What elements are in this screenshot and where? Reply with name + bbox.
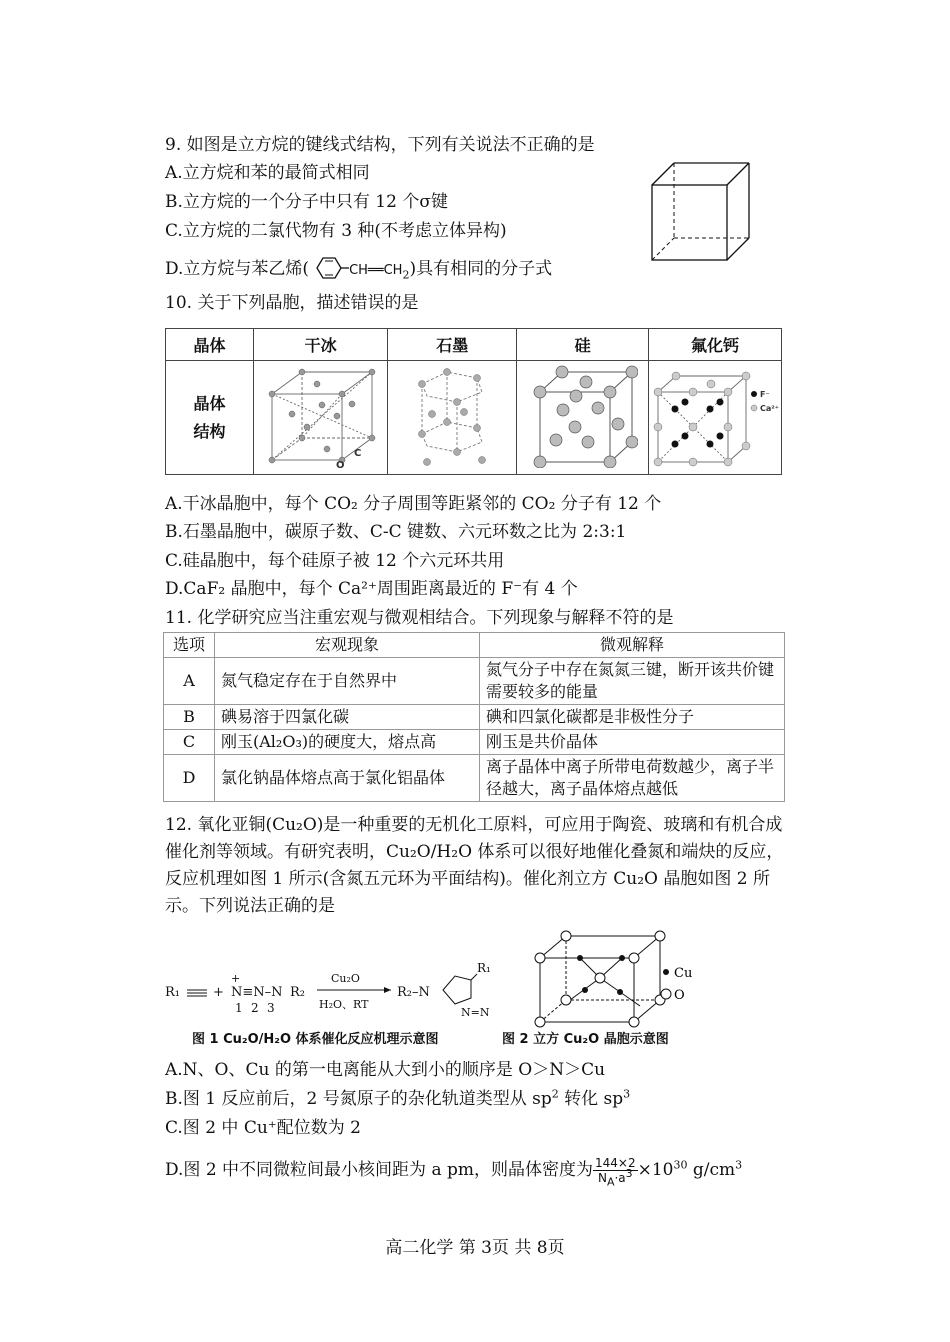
table-row — [164, 705, 785, 730]
caf2-legend-ca: Ca²⁺ — [760, 403, 779, 413]
fig1-reaction-scheme — [165, 952, 515, 1024]
density-numerator: 144×2 — [595, 1156, 636, 1170]
q11-row-d-micro: 离子晶体中离子所带电荷数越少，离子半径越大，离子晶体熔点越低 — [480, 755, 785, 802]
q10-option-a: A.干冰晶胞中，每个 CO₂ 分子周围等距紧邻的 CO₂ 分子有 12 个 — [165, 494, 662, 514]
fig1-product-left: R₂–N — [397, 985, 430, 1000]
q9-stem: 9. 如图是立方烷的键线式结构，下列有关说法不正确的是 — [165, 135, 595, 155]
q12-option-d-text: D.图 2 中不同微粒间最小核间距为 a pm，则晶体密度为 — [165, 1160, 593, 1180]
q10-header-graphite: 石墨 — [388, 329, 517, 361]
q11-row-c-micro: 刚玉是共价晶体 — [480, 730, 785, 755]
page-footer: 高二化学 第 3页 共 8页 — [385, 1238, 565, 1258]
q12-option-b-text: B.图 1 反应前后，2 号氮原子的杂化轨道类型从 sp — [165, 1089, 552, 1109]
q10-header-silicon: 硅 — [517, 329, 649, 361]
fig1-product-r1: R₁ — [477, 961, 491, 975]
q11-row-b-option: B — [164, 705, 215, 730]
q10-row-label — [166, 361, 254, 475]
q11-header-option: 选项 — [164, 633, 215, 658]
ca-ion-legend-icon — [751, 405, 757, 411]
fig2-cu2o-cell — [530, 928, 720, 1028]
q9-option-c: C.立方烷的二氯代物有 3 种(不考虑立体异构) — [165, 221, 507, 241]
q12-option-d: D.图 2 中不同微粒间最小核间距为 a pm，则晶体密度为 $\frac{144\times 2}{N_A\cdot a^3}$ $\times 10^{30}$ $g/cm^3$ — [165, 1156, 743, 1189]
fig1-catalyst: Cu₂O — [331, 972, 360, 985]
graphite-cell — [388, 361, 517, 475]
cubane-figure — [648, 160, 754, 264]
q10-stem: 10. 关于下列晶胞，描述错误的是 — [165, 293, 419, 313]
q12-stem: 12. 氧化亚铜(Cu₂O)是一种重要的无机化工原料，可应用于陶瓷、玻璃和有机合成催化剂等领域。有研究表明，Cu₂O/H₂O 体系可以很好地催化叠氮和端炔的反应，反应机理如图 1 所示(含氮五元环为平面结构)。催化剂立方 Cu₂O 晶胞如图 2 所示。下列说法正确的是 — [165, 815, 784, 916]
table-row — [164, 658, 785, 705]
q11-row-b-micro: 碘和四氯化碳都是非极性分子 — [480, 705, 785, 730]
q10-row-label-2: 结构 — [193, 421, 226, 441]
q11-header-macro: 宏观现象 — [215, 633, 480, 658]
q9-option-b: B.立方烷的一个分子中只有 12 个σ键 — [165, 192, 448, 212]
dry-ice-label-c: C — [353, 447, 361, 459]
q11-row-c-macro: 刚玉(Al₂O₃)的硬度大，熔点高 — [215, 730, 480, 755]
q11-row-d-option: D — [164, 755, 215, 802]
caf2-legend-f: F⁻ — [760, 389, 770, 399]
fig1-conditions: H₂O、RT — [319, 998, 369, 1011]
svg-text:+: + — [231, 972, 241, 985]
q10-header-dry-ice: 干冰 — [254, 329, 388, 361]
fig1-r2: R₂ — [290, 985, 305, 1000]
density-fraction: $\frac{144\times 2}{N_A\cdot a^3}$ — [595, 1156, 636, 1189]
q12-option-b: B.图 1 反应前后，2 号氮原子的杂化轨道类型从 $sp^2$ 转化 $sp^3$ — [165, 1087, 631, 1109]
q10-row-label-1: 晶体 — [193, 393, 226, 413]
dry-ice-structure — [262, 364, 380, 468]
fig2-caption: 图 2 立方 Cu₂O 晶胞示意图 — [502, 1032, 669, 1047]
fig1-caption: 图 1 Cu₂O/H₂O 体系催化反应机理示意图 — [192, 1032, 439, 1047]
q10-header-crystal: 晶体 — [166, 329, 254, 361]
f-ion-legend-icon — [751, 391, 757, 397]
arrow-icon — [384, 987, 391, 993]
q12-option-b-mid: 转化 sp — [558, 1089, 624, 1109]
q11-row-b-macro: 碘易溶于四氯化碳 — [215, 705, 480, 730]
fig2-legend-o: O — [674, 988, 685, 1003]
caf2-cell — [649, 361, 782, 475]
q9-option-a: A.立方烷和苯的最简式相同 — [165, 163, 370, 183]
q11-row-a-micro: 氮气分子中存在氮氮三键，断开该共价键需要较多的能量 — [480, 658, 785, 705]
q11-row-c-option: C — [164, 730, 215, 755]
q11-header-micro: 微观解释 — [480, 633, 785, 658]
q10-option-b: B.石墨晶胞中，碳原子数、C-C 键数、六元环数之比为 2:3:1 — [165, 522, 627, 542]
caf2-structure — [650, 364, 780, 468]
q12-option-d-unit: g/cm — [687, 1160, 736, 1180]
fig1-num-2: 2 — [251, 1001, 259, 1015]
q12-option-a: A.N、O、Cu 的第一电离能从大到小的顺序是 O＞N＞Cu — [165, 1060, 606, 1080]
q10-crystal-table — [165, 328, 782, 475]
q11-table — [163, 632, 785, 802]
q10-header-caf2: 氟化钙 — [649, 329, 782, 361]
dry-ice-label-o: O — [335, 459, 345, 468]
q11-row-a-option: A — [164, 658, 215, 705]
fig2-legend-cu: Cu — [674, 966, 693, 981]
benzene-ring-icon — [309, 254, 349, 282]
table-row — [164, 755, 785, 802]
table-row — [164, 730, 785, 755]
fig1-plus: + — [213, 985, 224, 1000]
q12-option-d-power: ×10 — [637, 1160, 674, 1180]
q10-option-c: C.硅晶胞中，每个硅原子被 12 个六元环共用 — [165, 551, 505, 571]
q9-vinyl-ch: CH — [349, 263, 368, 278]
fig1-ring-n: N=N — [461, 1006, 490, 1019]
density-denominator: N — [597, 1171, 607, 1185]
fig1-num-3: 3 — [267, 1001, 275, 1015]
q9-option-d: D.立方烷与苯乙烯( $CH══CH_2$)具有相同的分子式 — [165, 254, 552, 282]
o-legend-icon — [661, 989, 671, 999]
silicon-cell — [517, 361, 649, 475]
q9-option-d-text: D.立方烷与苯乙烯( — [165, 259, 310, 279]
q11-row-a-macro: 氮气稳定存在于自然界中 — [215, 658, 480, 705]
q11-stem: 11. 化学研究应当注重宏观与微观相结合。下列现象与解释不符的是 — [165, 608, 674, 628]
q12-option-c: C.图 2 中 Cu⁺配位数为 2 — [165, 1118, 361, 1138]
fig1-azide: N≡N–N — [231, 985, 283, 1000]
q9-vinyl-ch2: CH — [383, 263, 403, 278]
q9-option-d-tail: )具有相同的分子式 — [409, 259, 553, 279]
cu-legend-icon — [663, 969, 669, 975]
fig1-r1: R₁ — [165, 985, 180, 1000]
q10-option-d: D.CaF₂ 晶胞中，每个 Ca²⁺周围距离最近的 F⁻有 4 个 — [165, 579, 578, 599]
silicon-structure — [528, 364, 638, 468]
dry-ice-cell — [254, 361, 388, 475]
q11-row-d-macro: 氯化钠晶体熔点高于氯化铝晶体 — [215, 755, 480, 802]
fig1-num-1: 1 — [235, 1001, 243, 1015]
graphite-structure — [402, 364, 502, 468]
